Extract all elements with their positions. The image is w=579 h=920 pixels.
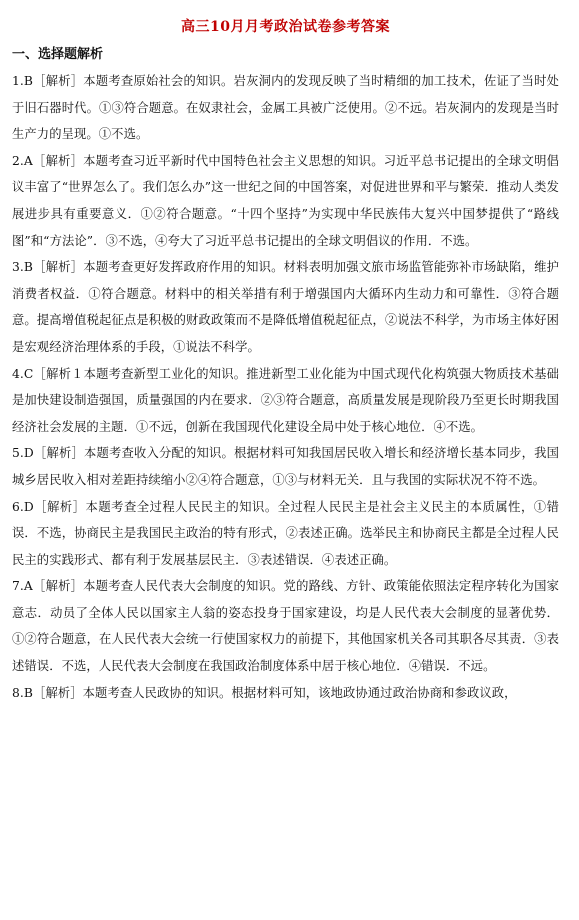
answer-item-8: 8.B［解析］本题考查人民政协的知识。根据材料可知，该地政协通过政治协商和参政议政，	[12, 685, 517, 700]
answer-item-3: 3.B［解析］本题考查更好发挥政府作用的知识。材料表明加强文旅市场监管能弥补市场缺陷，维护消费者权益．①符合题意。材料中的相关举措有利于增强国内大循环内生动力和可靠性．③符合题意。提高增值税起征点是积极的财政政策而不是降低增值税起征点，②说法不科学，为市场主体好困是宏观经济治理体系的手段，①说法不科学。	[12, 260, 559, 354]
answer-item-2: 2.A［解析］本题考查习近平新时代中国特色社会主义思想的知识。习近平总书记提出的全球文明倡议丰富了“世界怎么了。我们怎么办”这一世纪之间的中国答案，对促进世界和平与繁荣．推动人类发展进步具有重要意义．①②符合题意。“十四个坚持”为实现中华民族伟大复兴中国梦提供了“路线图”和“方法论”．③不选，④夸大了习近平总书记提出的全球文明倡议的作用．不选。	[12, 153, 559, 248]
section-heading: 一、选择题解析	[12, 47, 104, 62]
document-title: 高三10月月考政治试卷参考答案	[181, 19, 390, 35]
answer-item-7: 7.A［解析］本题考查人民代表大会制度的知识。党的路线、方针、政策能依照法定程序转化为国家意志．动员了全体人民以国家主人翁的姿态投身于国家建设，均是人民代表大会制度的显著优势．①②符合题意，在人民代表大会统一行使国家权力的前提下，其他国家机关各司其职各尽其责．③表述错误．不选，人民代表大会制度在我国政治制度体系中居于核心地位．④错误．不远。	[12, 579, 559, 674]
answer-item-6: 6.D［解析］本题考查全过程人民民主的知识。全过程人民民主是社会主义民主的本质属性，①错误．不选，协商民主是我国民主政治的特有形式，②表述正确。选举民主和协商民主都是全过程人民民主的实践形式、都有利于发展基层民主．③表述错误．④表述正确。	[12, 499, 559, 567]
answer-item-4: 4.C［解析１本题考查新型工业化的知识。推进新型工业化能为中国式现代化构筑强大物质技术基础是加快建设制造强国，质量强国的内在要求．②③符合题意，高质量发展是现阶段乃至更长时期我国经济社会发展的主题．①不远，创新在我国现代化建设全局中处于核心地位．④不选。	[12, 366, 559, 434]
answer-item-1: 1.B［解析］本题考查原始社会的知识。岩灰洞内的发现反映了当时精细的加工技术，佐证了当时处于旧石器时代。①③符合题意。在奴隶社会，金属工具被广泛使用。②不远。岩灰洞内的发现是当时生产力的呈现。①不选。	[12, 74, 559, 142]
answer-item-5: 5.D［解析］本题考查收入分配的知识。根据材料可知我国居民收入增长和经济增长基本同步，我国城乡居民收入相对差距持续缩小②④符合题意，①③与材料无关．且与我国的实际状况不符不选。	[12, 446, 559, 487]
